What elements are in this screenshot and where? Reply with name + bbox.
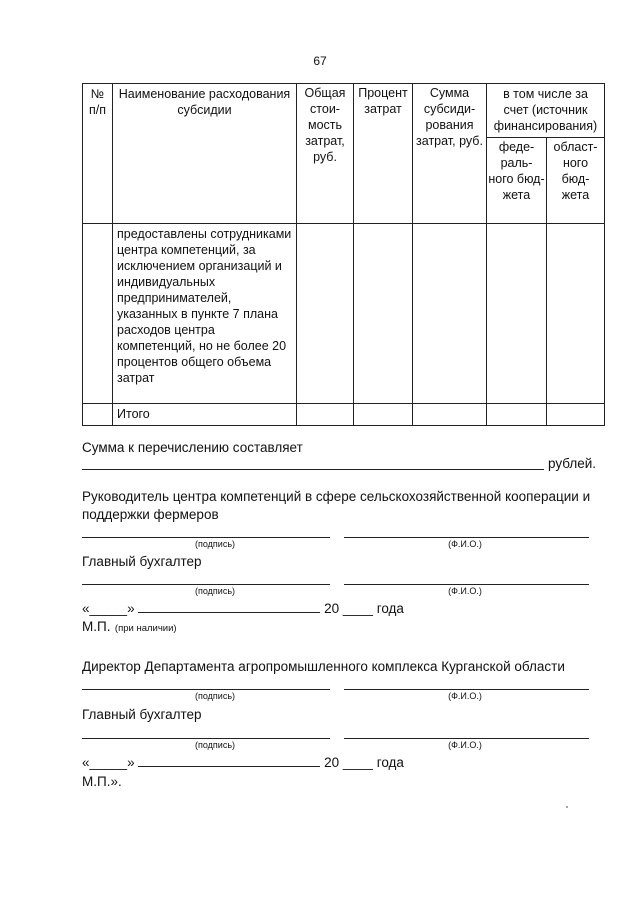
cell-subsidy-amount bbox=[413, 224, 487, 404]
name-line bbox=[344, 584, 589, 585]
date-month-line bbox=[138, 754, 320, 767]
header-subsidy-amount: Сумма субсиди- рования затрат, руб. bbox=[413, 84, 487, 224]
cell-federal-budget bbox=[487, 224, 547, 404]
cell-federal-budget bbox=[487, 404, 547, 426]
transfer-sum-label: Сумма к перечислению составляет bbox=[82, 440, 303, 455]
department-director-title: Директор Департамента агропромышленного комплекса Курганской области bbox=[82, 659, 565, 674]
cell-regional-budget bbox=[547, 404, 605, 426]
date-line bbox=[82, 754, 404, 772]
cell-number bbox=[83, 224, 113, 404]
cell-regional-budget bbox=[547, 224, 605, 404]
date-year-blank: ____ bbox=[342, 755, 373, 770]
cell-expense-name: предоставлены сотрудниками центра компетенций, за исключением организаций и индивидуальных предпринимателей, указанных в пункте 7 плана расходов центра компетенций, но не более 20 процентов общего объема затрат bbox=[113, 224, 297, 404]
signature-caption: (подпись) bbox=[194, 539, 236, 549]
signature-line bbox=[82, 738, 330, 739]
transfer-sum-currency: рублей. bbox=[548, 456, 597, 471]
scan-speck bbox=[566, 806, 568, 808]
name-caption: (Ф.И.О.) bbox=[448, 691, 482, 701]
header-funding-source: в том числе за счет (источник финансирования) bbox=[487, 84, 605, 138]
date-line bbox=[82, 600, 404, 618]
date-month-line bbox=[138, 600, 320, 613]
header-regional-budget: област- ного бюд- жета bbox=[547, 138, 605, 224]
header-cost-percent: Процент затрат bbox=[354, 84, 413, 224]
stamp-label: М.П. bbox=[82, 619, 111, 634]
header-total-cost: Общая стои- мость затрат, руб. bbox=[297, 84, 354, 224]
date-year-prefix: 20 bbox=[324, 755, 340, 770]
chief-accountant-label: Главный бухгалтер bbox=[82, 554, 202, 569]
name-caption: (Ф.И.О.) bbox=[448, 586, 482, 596]
signature-caption: (подпись) bbox=[194, 691, 236, 701]
header-number: № п/п bbox=[83, 84, 113, 224]
date-year-word: года bbox=[376, 601, 404, 616]
date-year-blank: ____ bbox=[342, 601, 373, 616]
page-number: 67 bbox=[313, 54, 327, 68]
signature-caption: (подпись) bbox=[194, 740, 236, 750]
signature-line bbox=[82, 689, 330, 690]
cell-total-cost bbox=[297, 404, 354, 426]
date-day-blank: _____ bbox=[89, 601, 128, 616]
transfer-sum-line bbox=[82, 469, 544, 470]
date-year-word: года bbox=[376, 755, 404, 770]
name-line bbox=[344, 689, 589, 690]
cell-number bbox=[83, 404, 113, 426]
header-expense-name: Наименование расходования субсидии bbox=[113, 84, 297, 224]
date-close-quote: » bbox=[127, 755, 135, 770]
date-year-prefix: 20 bbox=[324, 601, 340, 616]
signature-line bbox=[82, 537, 330, 538]
chief-accountant-label: Главный бухгалтер bbox=[82, 707, 202, 722]
stamp-note: (при наличии) bbox=[114, 623, 177, 634]
date-day-blank: _____ bbox=[89, 755, 128, 770]
signature-caption: (подпись) bbox=[194, 586, 236, 596]
stamp-block bbox=[82, 618, 177, 636]
table-row bbox=[83, 224, 605, 404]
stamp-label: М.П.». bbox=[82, 774, 122, 789]
name-caption: (Ф.И.О.) bbox=[448, 539, 482, 549]
signature-line bbox=[82, 584, 330, 585]
cell-total-label: Итого bbox=[113, 404, 297, 426]
table-row-total bbox=[83, 404, 605, 426]
name-line bbox=[344, 738, 589, 739]
competence-center-head-title: Руководитель центра компетенций в сфере сельскохозяйственной кооперации и поддержки фермеров bbox=[82, 489, 591, 522]
date-open-quote: « bbox=[82, 601, 90, 616]
cell-total-cost bbox=[297, 224, 354, 404]
name-line bbox=[344, 537, 589, 538]
header-federal-budget: феде- раль- ного бюд- жета bbox=[487, 138, 547, 224]
date-open-quote: « bbox=[82, 755, 90, 770]
cell-cost-percent bbox=[354, 224, 413, 404]
cell-cost-percent bbox=[354, 404, 413, 426]
cell-subsidy-amount bbox=[413, 404, 487, 426]
name-caption: (Ф.И.О.) bbox=[448, 740, 482, 750]
subsidy-expense-table bbox=[82, 83, 605, 426]
date-close-quote: » bbox=[127, 601, 135, 616]
